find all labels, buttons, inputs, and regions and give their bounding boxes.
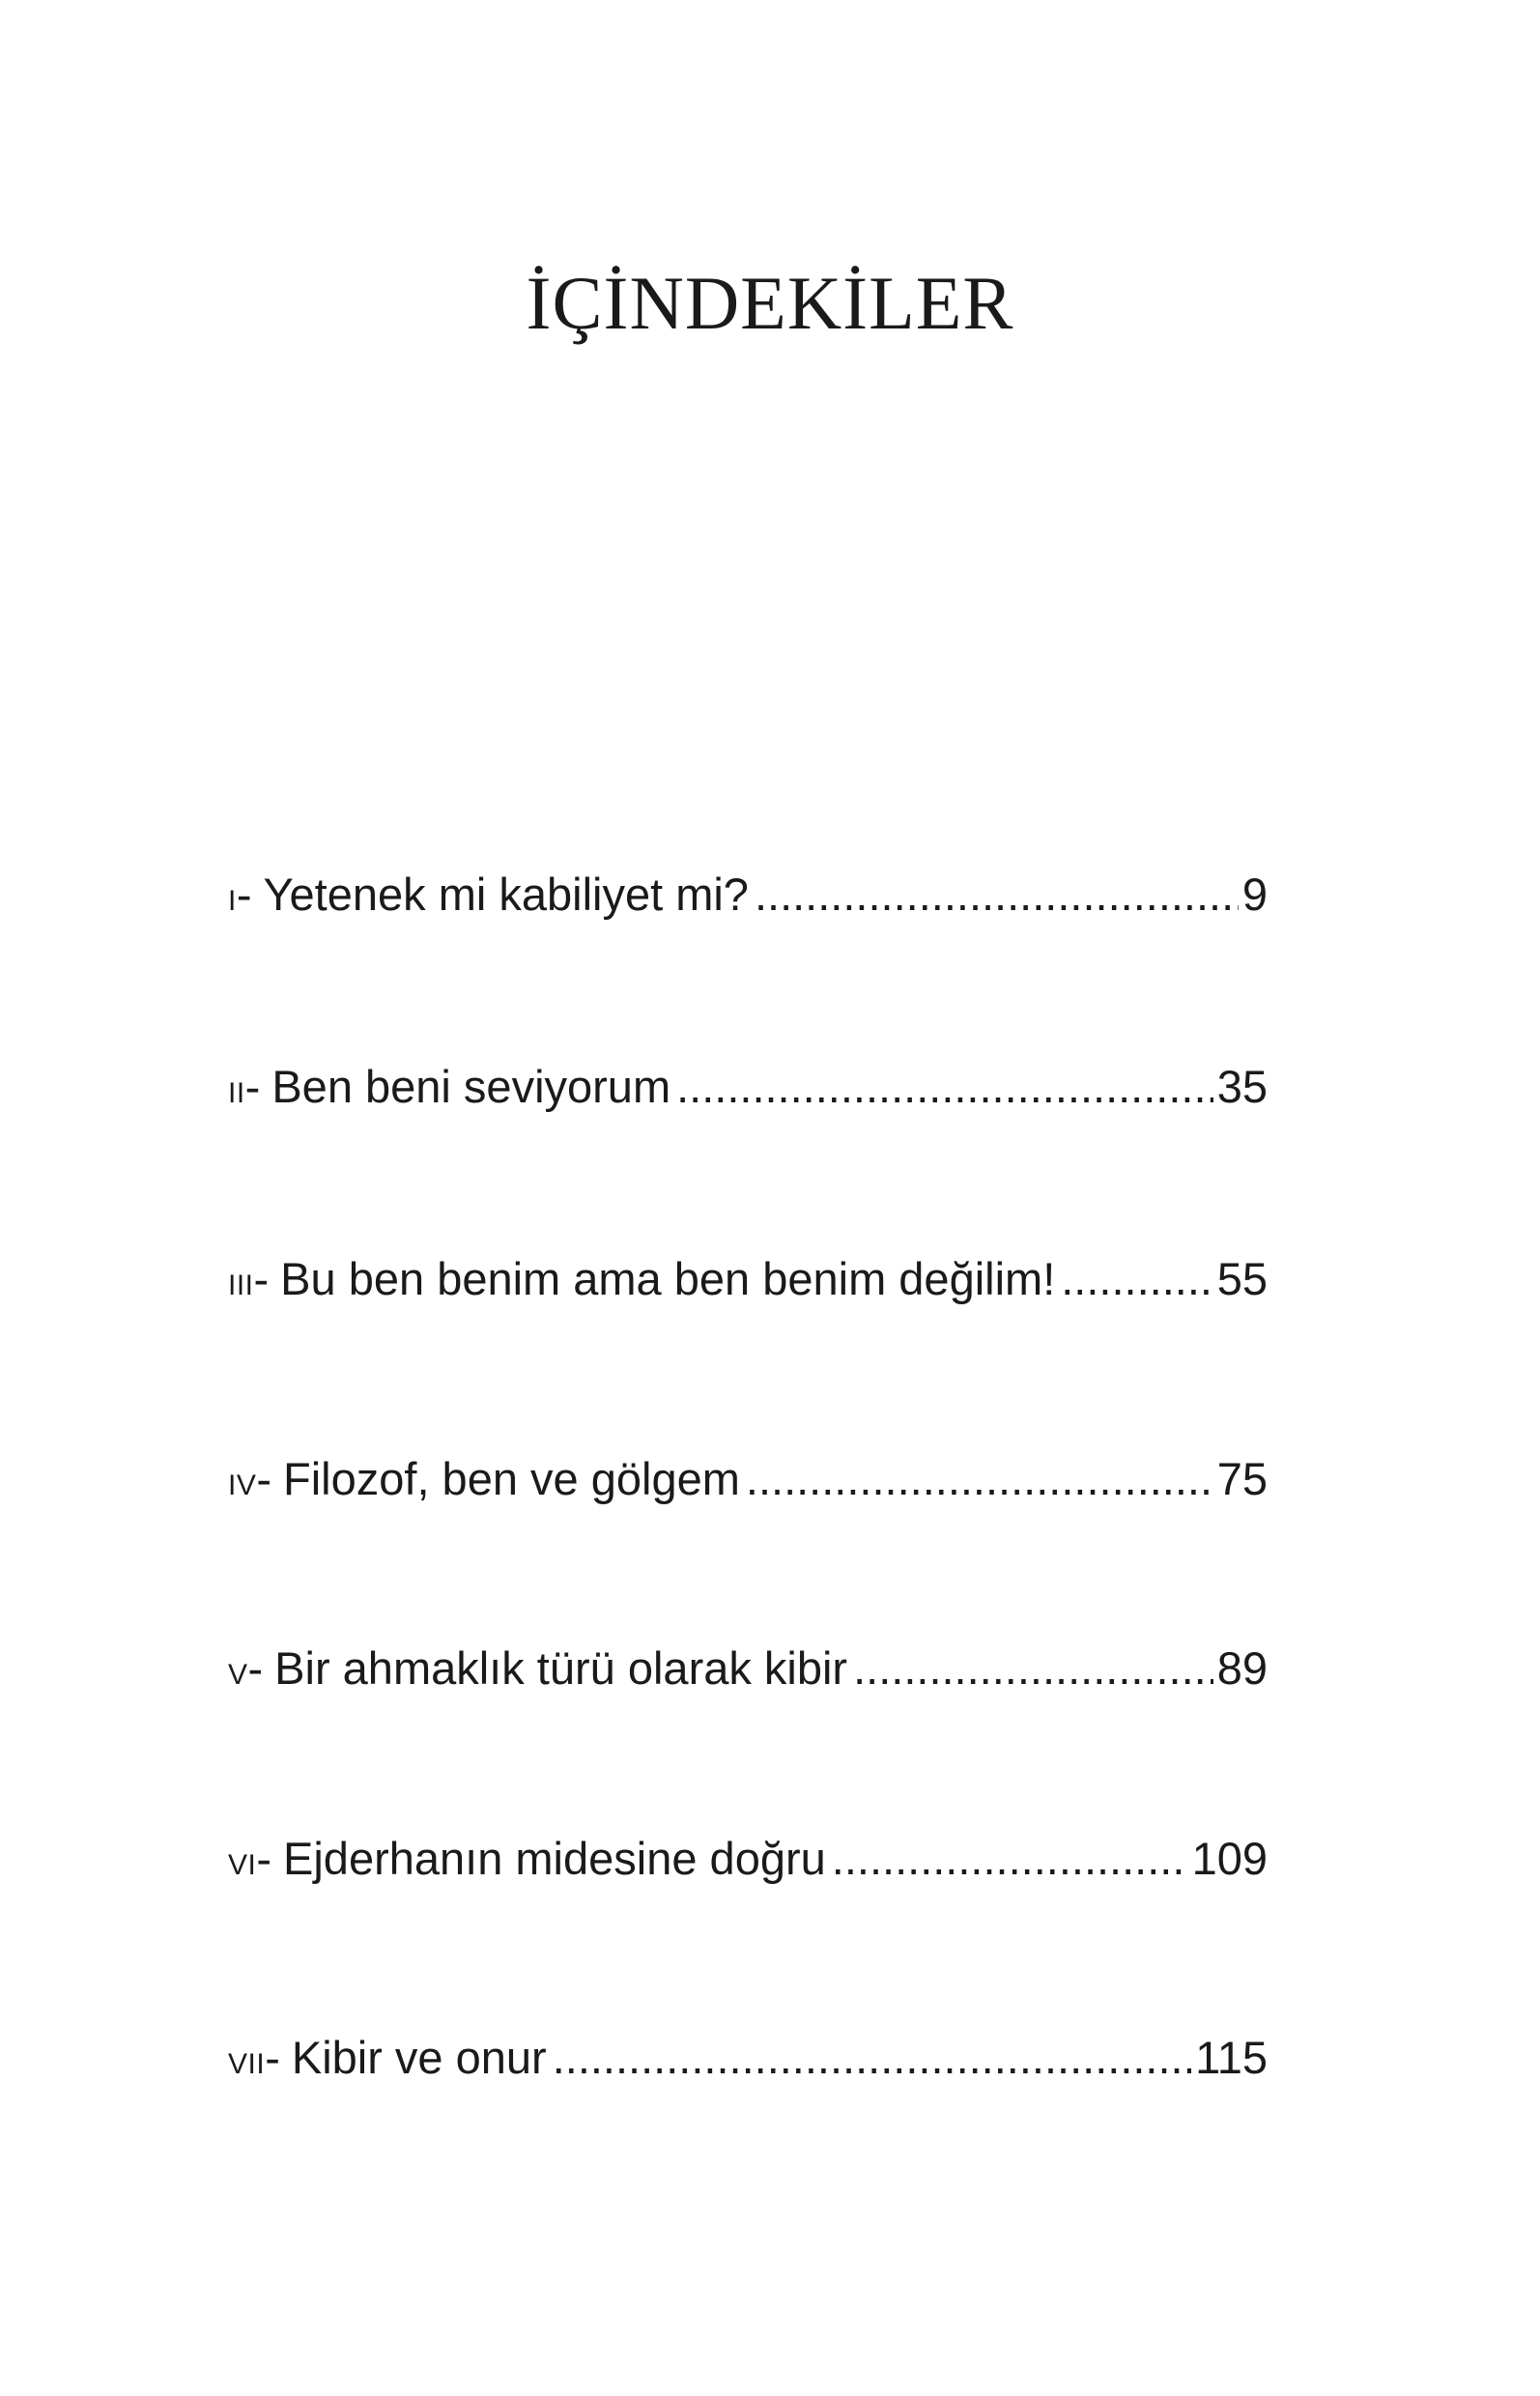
toc-page-number: 35 [1216, 1061, 1268, 1112]
page-title: İÇİNDEKİLER [526, 261, 1014, 345]
toc-entry-title: Kibir ve onur [291, 2032, 547, 2083]
toc-separator: - [236, 869, 252, 920]
toc-page-number: 9 [1241, 869, 1268, 920]
toc-roman-numeral: VI [228, 1849, 257, 1881]
toc-entry [228, 1058, 1268, 1116]
toc-entry-title: Ben beni seviyorum [271, 1061, 671, 1112]
toc-entry [228, 1830, 1268, 1888]
toc-page-number: 115 [1195, 2032, 1268, 2083]
toc-separator: - [253, 1253, 270, 1304]
toc-entry [228, 1450, 1268, 1508]
toc-dot-leader [853, 1640, 1213, 1697]
toc-separator: - [256, 1453, 272, 1504]
toc-dot-leader [746, 1450, 1213, 1508]
toc-entry [228, 866, 1268, 924]
toc-roman-numeral: VII [228, 2048, 266, 2080]
toc-page-number: 75 [1216, 1453, 1268, 1504]
toc-roman-numeral: V [228, 1659, 248, 1691]
toc-dot-leader [755, 866, 1239, 924]
toc-entry-title: Bu ben benim ama ben benim değilim! [280, 1253, 1056, 1304]
toc-dot-leader [553, 2029, 1191, 2087]
toc-entry [228, 1640, 1268, 1697]
toc-separator: - [265, 2032, 280, 2083]
toc-entry-title: Filozof, ben ve gölgem [283, 1453, 740, 1504]
toc-page-number: 89 [1216, 1642, 1268, 1694]
toc-roman-numeral: III [228, 1269, 254, 1301]
toc-roman-numeral: I [228, 885, 237, 917]
toc-entry-title: Bir ahmaklık türü olarak kibir [274, 1642, 848, 1694]
toc-roman-numeral: IV [228, 1469, 257, 1501]
toc-page-number: 109 [1191, 1833, 1268, 1884]
toc-page-number: 55 [1216, 1253, 1268, 1304]
toc-entry [228, 1250, 1268, 1308]
toc-dot-leader [676, 1058, 1213, 1116]
toc-separator: - [256, 1833, 272, 1884]
toc-dot-leader [832, 1830, 1188, 1888]
toc-entry [228, 2029, 1268, 2087]
toc-entry-title: Yetenek mi kabiliyet mi? [263, 869, 749, 920]
toc-dot-leader [1061, 1250, 1212, 1308]
toc-entry-title: Ejderhanın midesine doğru [283, 1833, 826, 1884]
toc-separator: - [244, 1061, 261, 1112]
toc-separator: - [247, 1642, 264, 1694]
toc-roman-numeral: II [228, 1077, 245, 1109]
